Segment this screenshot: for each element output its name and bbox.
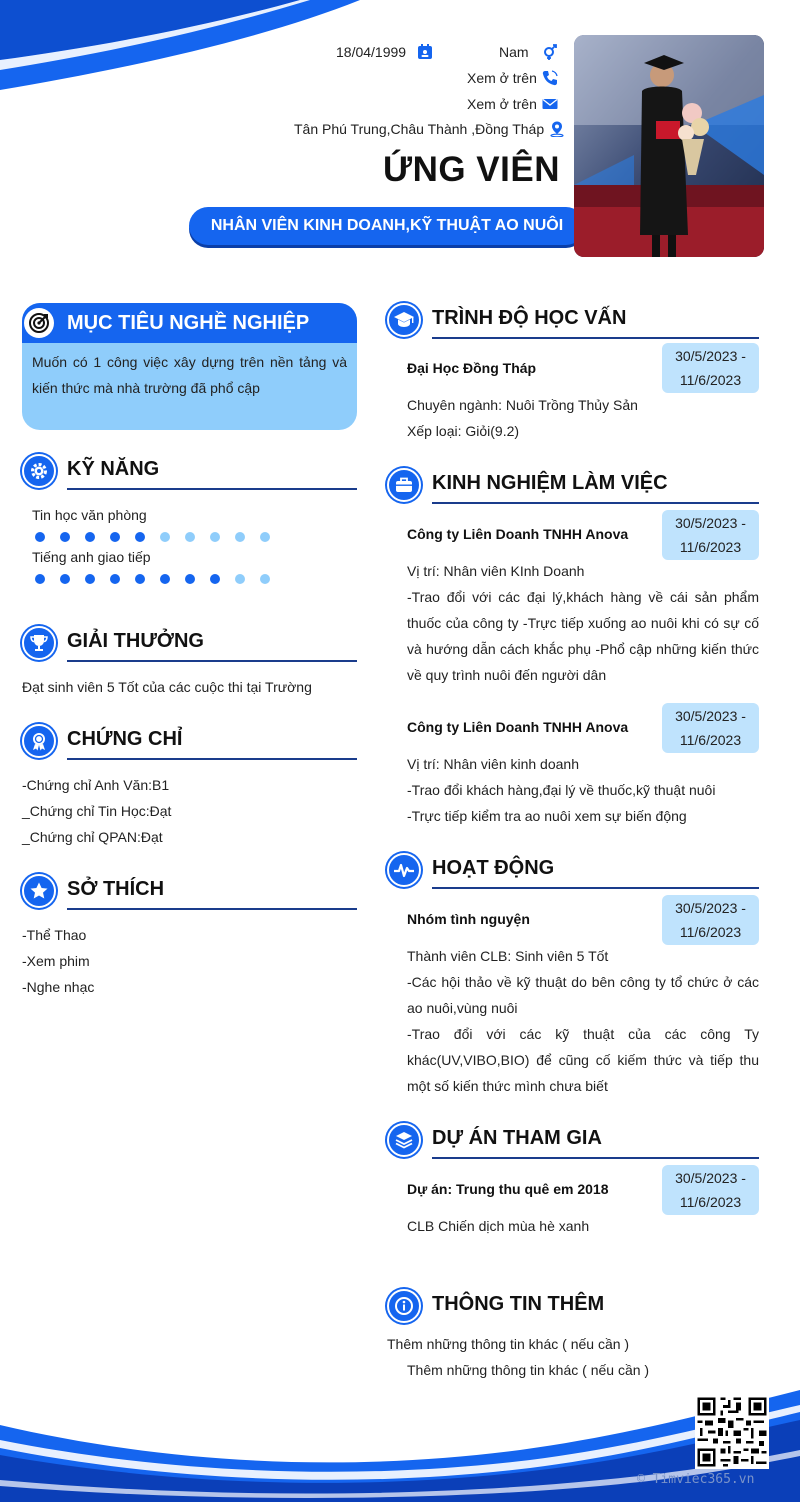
- email-text: Xem ở trên: [467, 96, 537, 112]
- activity-description: -Các hội thảo về kỹ thuật do bên công ty tổ chức ở các ao nuôi,vùng nuôi: [407, 974, 759, 1016]
- hobbies-title: SỞ THÍCH: [67, 878, 165, 900]
- job-description: -Trao đổi khách hàng,đại lý về thuốc,kỹ thuật nuôi: [407, 782, 716, 798]
- skill-dot-filled: [132, 529, 148, 545]
- skill-name: Tiếng anh giao tiếp: [32, 549, 151, 565]
- date-start: 30/5/2023 -: [675, 900, 746, 916]
- date-end: 11/6/2023: [679, 924, 742, 940]
- gender-icon: [542, 44, 558, 60]
- projects-section: [387, 1123, 759, 1159]
- star-icon: [22, 874, 56, 908]
- gender-text: Nam: [499, 44, 529, 60]
- skill-name: Tin học văn phòng: [32, 507, 147, 523]
- more-info-title: THÔNG TIN THÊM: [432, 1293, 605, 1315]
- skill-dot-filled: [132, 571, 148, 587]
- hobbies-section: [22, 874, 357, 910]
- hobbies-list: [22, 922, 94, 1000]
- experience-section: [387, 468, 759, 504]
- activity-description: -Trao đổi với các kỹ thuật của các công Ty khác(UV,VIBO,BIO) để cũng cố kiếm thức và tiếp thu một số kiến thức mình chưa biết: [407, 1026, 759, 1094]
- date-range: [662, 703, 759, 753]
- education-detail: Chuyên ngành: Nuôi Trồng Thủy Sản: [407, 397, 638, 413]
- graduation-cap-icon: [387, 303, 421, 337]
- skill-dot-filled: [57, 571, 73, 587]
- hobby-line: -Xem phim: [22, 953, 90, 969]
- education-section: [387, 303, 759, 339]
- job-position: Vị trí: Nhân viên KInh Doanh: [407, 563, 585, 579]
- target-icon: [24, 308, 54, 338]
- awards-title: GIẢI THƯỞNG: [67, 630, 204, 652]
- career-goal-title: MỤC TIÊU NGHỀ NGHIỆP: [67, 312, 310, 334]
- email-line: [467, 96, 558, 112]
- location-pin-icon: [549, 121, 565, 137]
- gear-icon: [22, 454, 56, 488]
- info-icon: [387, 1289, 421, 1323]
- date-start: 30/5/2023 -: [675, 708, 746, 724]
- address-line: [294, 121, 565, 137]
- skill-dot-filled: [32, 571, 48, 587]
- activities-title: HOẠT ĐỘNG: [432, 857, 555, 879]
- skills-section: [22, 454, 357, 490]
- education-title: TRÌNH ĐỘ HỌC VẤN: [432, 307, 627, 329]
- job-position: Vị trí: Nhân viên kinh doanh: [407, 756, 579, 772]
- dob-line: [336, 44, 433, 60]
- experience-title: KINH NGHIỆM LÀM VIỆC: [432, 472, 668, 494]
- activity-role: Thành viên CLB: Sinh viên 5 Tốt: [407, 948, 609, 964]
- skill-dot-empty: [257, 529, 273, 545]
- qr-code: [695, 1395, 769, 1469]
- awards-section: [22, 626, 357, 662]
- hobby-line: -Nghe nhạc: [22, 979, 95, 995]
- date-end: 11/6/2023: [679, 732, 742, 748]
- project-name: Dự án: Trung thu quê em 2018: [407, 1181, 609, 1197]
- certificate-line: _Chứng chỉ QPAN:Đạt: [22, 829, 163, 845]
- date-end: 11/6/2023: [679, 539, 742, 555]
- id-card-icon: [417, 44, 433, 60]
- skill-dot-empty: [182, 529, 198, 545]
- date-range: [662, 895, 759, 945]
- company-name: Công ty Liên Doanh TNHH Anova: [407, 526, 629, 542]
- skill-dot-filled: [182, 571, 198, 587]
- skill-dot-empty: [232, 529, 248, 545]
- skill-dot-empty: [157, 529, 173, 545]
- phone-line: [467, 70, 558, 86]
- skill-dot-filled: [107, 571, 123, 587]
- date-start: 30/5/2023 -: [675, 515, 746, 531]
- footer-credit: © Timviec365.vn: [637, 1472, 755, 1487]
- envelope-icon: [542, 96, 558, 112]
- phone-icon: [542, 70, 558, 86]
- medal-icon: [22, 724, 56, 758]
- date-end: 11/6/2023: [679, 372, 742, 388]
- briefcase-icon: [387, 468, 421, 502]
- layers-icon: [387, 1123, 421, 1157]
- skill-dot-filled: [157, 571, 173, 587]
- skill-dot-empty: [232, 571, 248, 587]
- education-detail: Xếp loại: Giỏi(9.2): [407, 423, 520, 439]
- certificate-line: -Chứng chỉ Anh Văn:B1: [22, 777, 170, 793]
- certificates-list: [22, 772, 171, 850]
- certificates-section: [22, 724, 357, 760]
- skill-dot-filled: [57, 529, 73, 545]
- career-goal-header: [22, 303, 357, 343]
- award-line: Đạt sinh viên 5 Tốt của các cuộc thi tại Trường: [22, 679, 312, 695]
- skill-dot-filled: [207, 571, 223, 587]
- graduate-photo-illustration: [574, 35, 764, 257]
- skill-dot-empty: [207, 529, 223, 545]
- date-start: 30/5/2023 -: [675, 348, 746, 364]
- candidate-name: ỨNG VIÊN: [383, 150, 560, 189]
- skill-dot-filled: [32, 529, 48, 545]
- organization-name: Nhóm tình nguyện: [407, 911, 530, 927]
- more-info-section: [387, 1289, 759, 1325]
- phone-text: Xem ở trên: [467, 70, 537, 86]
- skill-dot-filled: [107, 529, 123, 545]
- skills-title: KỸ NĂNG: [67, 458, 160, 480]
- certificate-line: _Chứng chỉ Tin Học:Đạt: [22, 803, 172, 819]
- date-start: 30/5/2023 -: [675, 1170, 746, 1186]
- skill-level-dots: [32, 529, 352, 545]
- trophy-icon: [22, 626, 56, 660]
- date-range: [662, 1165, 759, 1215]
- date-end: 11/6/2023: [679, 1194, 742, 1210]
- company-name: Công ty Liên Doanh TNHH Anova: [407, 719, 629, 735]
- job-title-badge: NHÂN VIÊN KINH DOANH,KỸ THUẬT AO NUÔI: [189, 207, 585, 245]
- job-description: -Trực tiếp kiểm tra ao nuôi xem sự biến động: [407, 808, 687, 824]
- job-description: -Trao đổi với các đại lý,khách hàng về cái sản phẩm thuốc của công ty -Trực tiếp xuống ao nuôi khi có sự cố và hướng dẫn cách khắc phụ -Phổ cập những kiến thức về quy trình nuôi đến người dân: [407, 589, 759, 683]
- more-info-line: Thêm những thông tin khác ( nếu cần ): [387, 1336, 630, 1352]
- certificates-title: CHỨNG CHỈ: [67, 728, 183, 750]
- projects-title: DỰ ÁN THAM GIA: [432, 1127, 602, 1149]
- skill-level-dots: [32, 571, 352, 587]
- skills-list: [32, 505, 352, 589]
- career-goal-text: Muốn có 1 công việc xây dựng trên nền tảng và kiến thức mà nhà trường đã phổ cập: [32, 354, 347, 396]
- skill-dot-filled: [82, 571, 98, 587]
- date-range: [662, 510, 759, 560]
- address-text: Tân Phú Trung,Châu Thành ,Đồng Tháp: [294, 121, 545, 137]
- date-range: [662, 343, 759, 393]
- profile-photo: [574, 35, 764, 257]
- skill-dot-filled: [82, 529, 98, 545]
- dob-text: 18/04/1999: [336, 44, 407, 60]
- more-info-line: Thêm những thông tin khác ( nếu cần ): [407, 1362, 650, 1378]
- school-name: Đại Học Đồng Tháp: [407, 360, 537, 376]
- activities-section: [387, 853, 759, 889]
- hobby-line: -Thể Thao: [22, 927, 87, 943]
- project-detail: CLB Chiến dịch mùa hè xanh: [407, 1218, 590, 1234]
- gender-line: [499, 44, 558, 60]
- heartbeat-icon: [387, 853, 421, 887]
- skill-dot-empty: [257, 571, 273, 587]
